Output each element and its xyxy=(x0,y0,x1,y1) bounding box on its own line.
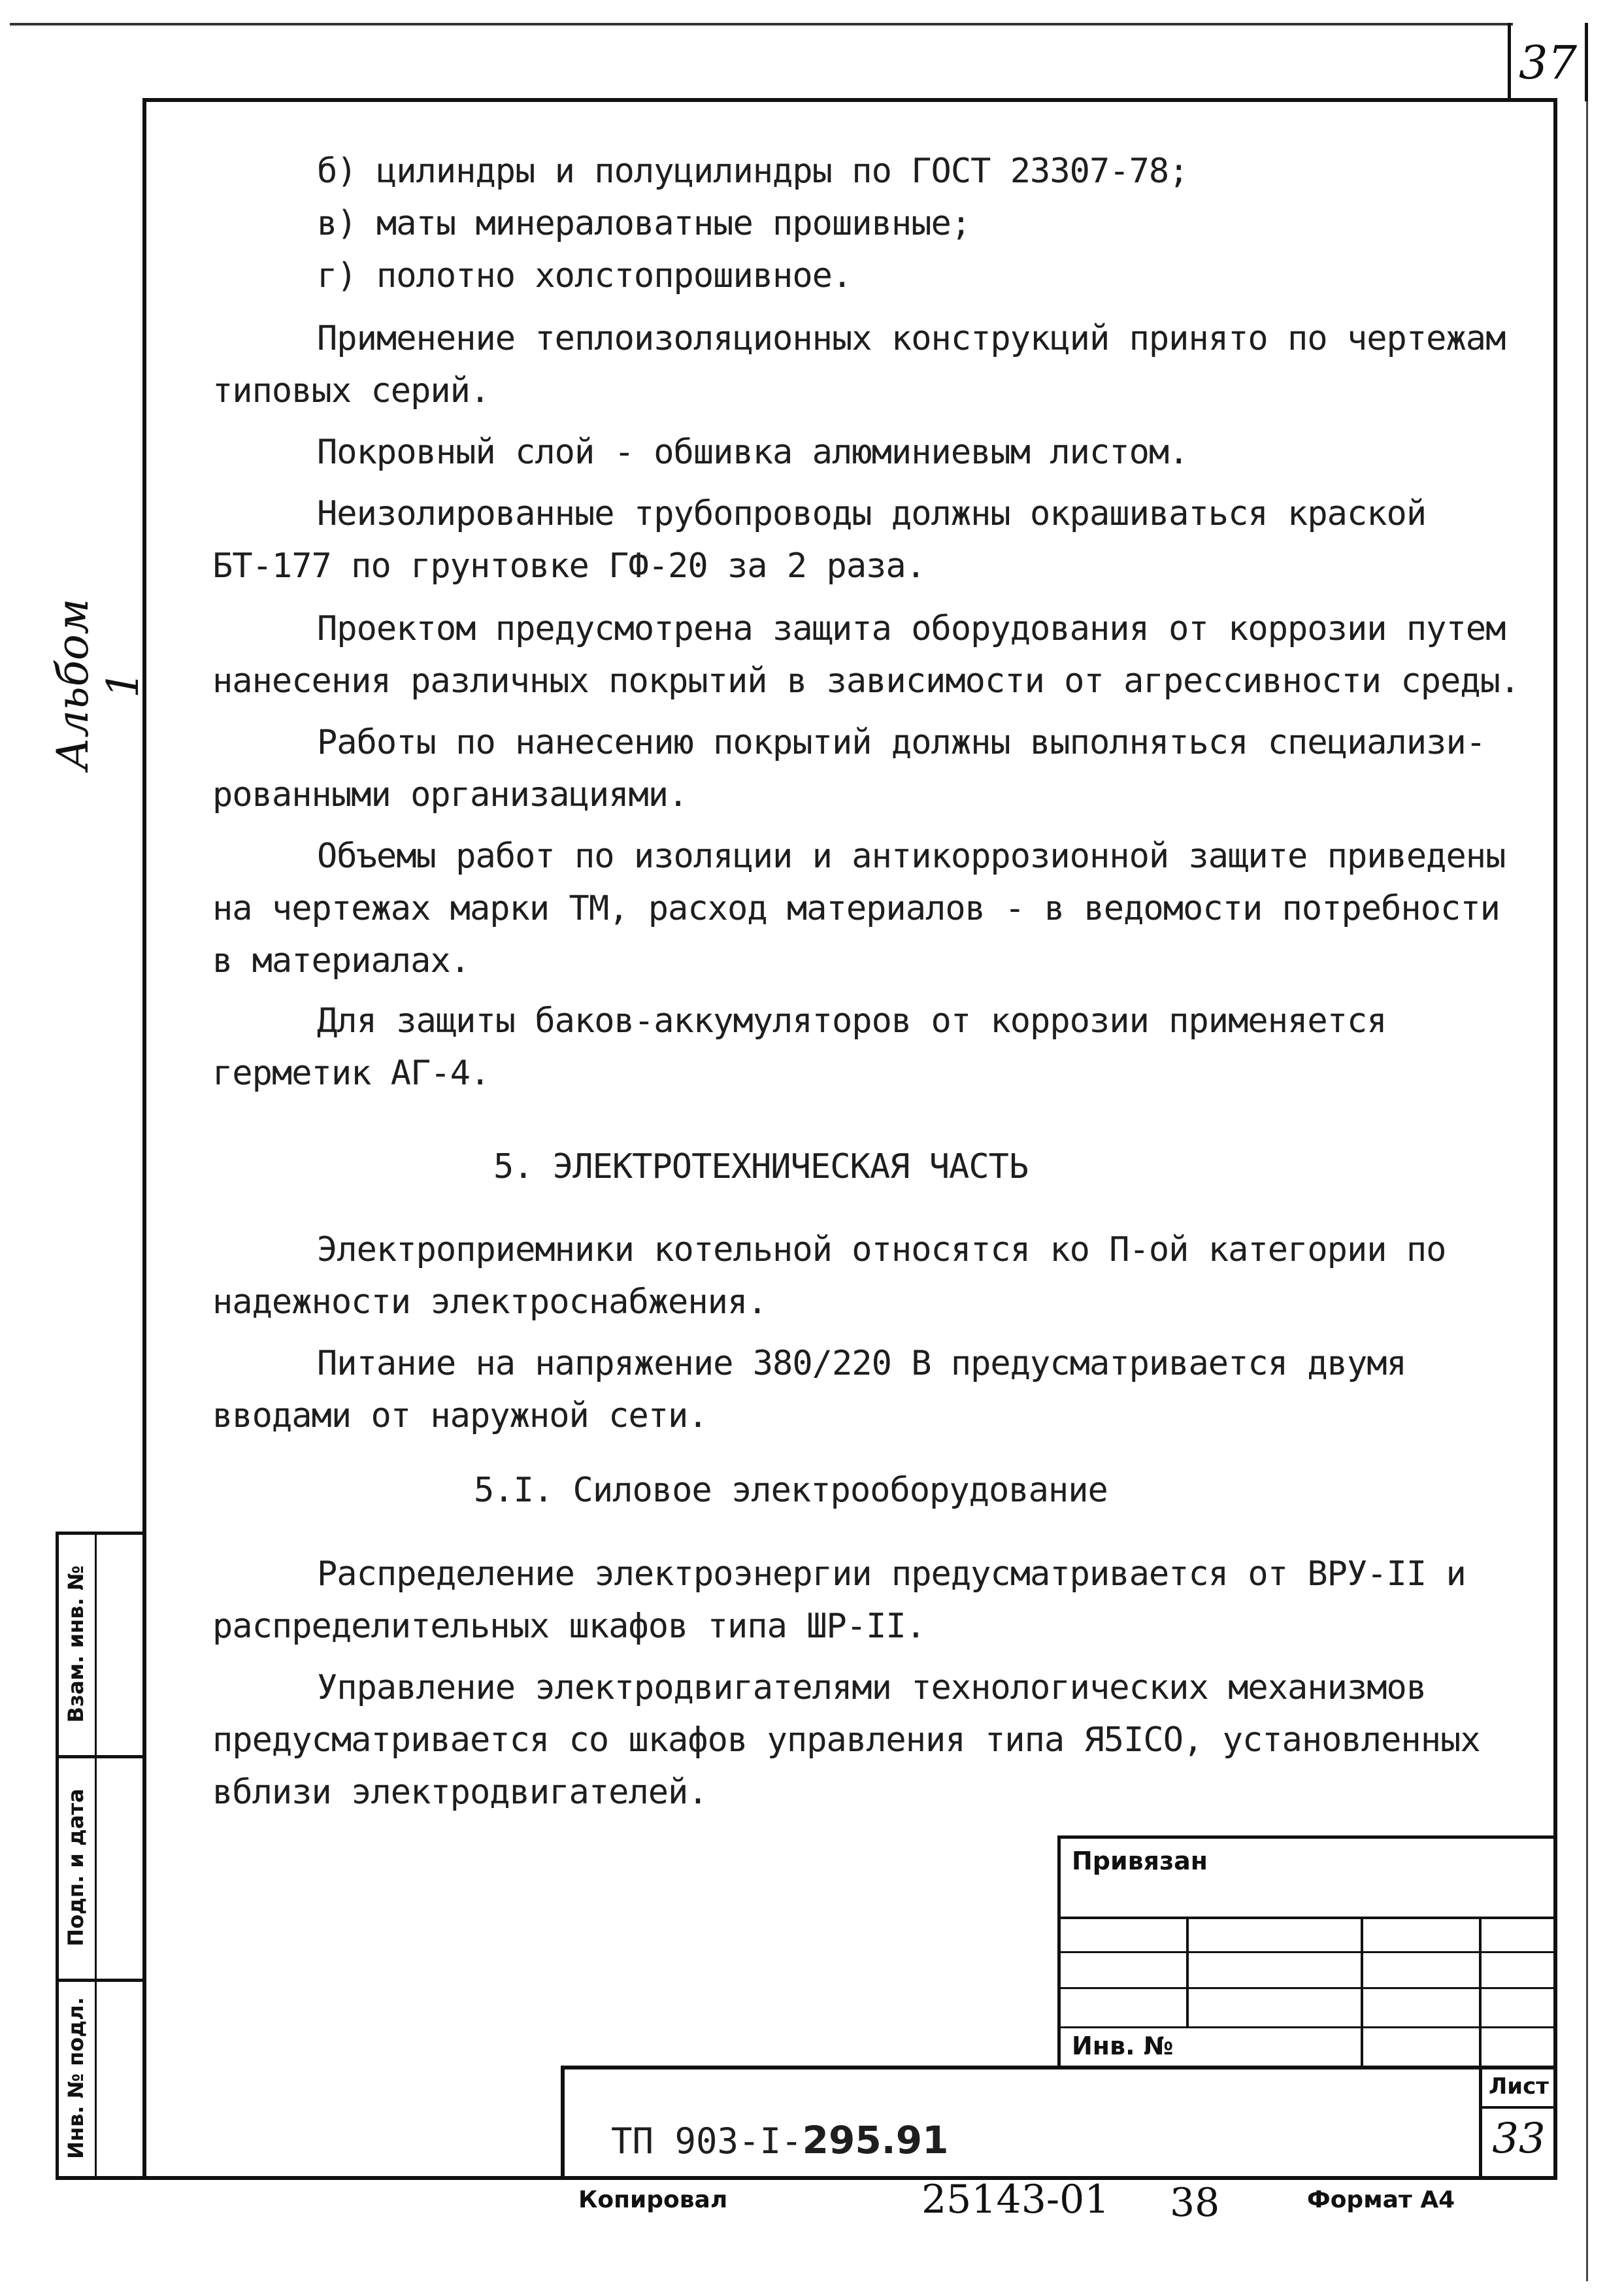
paragraph-line: Управление электродвигателями технологических механизмов xyxy=(317,1668,1427,1707)
tb-row3 xyxy=(1057,1987,1557,1989)
tb-main-top xyxy=(561,2066,1557,2069)
list-item-v: в) маты минераловатные прошивные; xyxy=(317,204,971,243)
paragraph-line: типовых серий. xyxy=(212,371,490,410)
paragraph-line: Для защиты баков-аккумуляторов от коррозии применяется xyxy=(317,1001,1387,1041)
paragraph-line: в материалах. xyxy=(212,941,470,980)
paragraph-line: предусматривается со шкафов управления типа Я5IСО, установленных xyxy=(212,1720,1480,1760)
doc-code-number: 295.91 xyxy=(802,2118,949,2162)
frame-bottom xyxy=(56,2176,1557,2180)
tb-list-div xyxy=(1479,2106,1557,2109)
paragraph-line: на чертежах марки ТМ, расход материалов - в ведомости потребности xyxy=(212,889,1500,928)
paragraph-line: Проектом предусмотрена защита оборудования от коррозии путем xyxy=(317,609,1506,648)
paragraph-line: нанесения различных покрытий в зависимости от агрессивности среды. xyxy=(212,662,1520,701)
list-item-g: г) полотно холстопрошивное. xyxy=(317,256,852,295)
tb-row4 xyxy=(1057,2026,1557,2028)
sheet-number: 33 xyxy=(1492,2115,1546,2163)
paragraph-line: Объемы работ по изоляции и антикоррозионной защите приведены xyxy=(317,837,1506,876)
paragraph-line: Работы по нанесению покрытий должны выполняться специализи- xyxy=(317,723,1486,762)
handwritten-archive-number: 25143-01 xyxy=(921,2177,1110,2222)
tb-col2 xyxy=(1361,1917,1363,2068)
tb-upper-top xyxy=(1057,1835,1557,1839)
paragraph-line: герметик АГ-4. xyxy=(212,1054,490,1093)
side-stamp-mid xyxy=(95,1532,97,2180)
frame-left xyxy=(142,98,146,2180)
side-label-inv-podl: Инв. № подл. xyxy=(63,1997,88,2159)
section-heading-5-1: 5.I. Силовое электрооборудование xyxy=(474,1471,1108,1510)
side-stamp-outer-left xyxy=(56,1532,59,2180)
frame-top-outer xyxy=(10,23,1513,25)
inv-no-label: Инв. № xyxy=(1072,2032,1174,2060)
section-heading-5: 5. ЭЛЕКТРОТЕХНИЧЕСКАЯ ЧАСТЬ xyxy=(493,1147,1029,1186)
tb-main-left xyxy=(561,2066,565,2180)
paragraph-line: Неизолированные трубопроводы должны окрашиваться краской xyxy=(317,494,1427,533)
paragraph-line: Распределение электроэнергии предусматривается от ВРУ-II и xyxy=(317,1554,1466,1594)
paragraph-line: Применение теплоизоляционных конструкций принято по чертежам xyxy=(317,319,1506,358)
tb-row1 xyxy=(1057,1917,1557,1919)
list-label: Лист xyxy=(1489,2073,1549,2100)
paragraph-line: вводами от наружной сети. xyxy=(212,1396,708,1435)
doc-code xyxy=(611,2118,948,2162)
tb-col3 xyxy=(1479,1917,1482,2068)
handwritten-page-number: 38 xyxy=(1170,2180,1220,2226)
page-box-right xyxy=(1585,23,1588,101)
format-label: Формат А4 xyxy=(1307,2186,1455,2213)
paragraph-line: надежности электроснабжения. xyxy=(212,1282,767,1322)
frame-top xyxy=(142,98,1557,102)
frame-right xyxy=(1553,98,1557,2180)
side-label-vzam-inv: Взам. инв. № xyxy=(63,1565,88,1723)
paragraph-line: БТ-177 по грунтовке ГФ-20 за 2 раза. xyxy=(212,546,926,586)
side-label-podp-data: Подп. и дата xyxy=(63,1788,88,1947)
page-number: 37 xyxy=(1518,36,1578,90)
paragraph-line: Покровный слой - обшивка алюминиевым листом. xyxy=(317,433,1189,472)
album-label: Альбом 1 xyxy=(48,598,148,771)
paragraph-line: вблизи электродвигателей. xyxy=(212,1773,708,1812)
paragraph-line: Электроприемники котельной относятся ко П-ой категории по xyxy=(317,1230,1446,1269)
privyazan-label: Привязан xyxy=(1072,1847,1208,1875)
paragraph-line: Питание на напряжение 380/220 В предусматривается двумя xyxy=(317,1344,1406,1383)
doc-code-prefix: ТП 903-I- xyxy=(611,2120,803,2162)
kopiroval-label: Копировал xyxy=(578,2186,728,2213)
paragraph-line: рованными организациями. xyxy=(212,775,688,814)
tb-col1 xyxy=(1186,1917,1189,2026)
list-item-b: б) цилиндры и полуцилиндры по ГОСТ 23307-78; xyxy=(317,152,1189,191)
paragraph-line: распределительных шкафов типа ШР-II. xyxy=(212,1607,926,1646)
tb-row2 xyxy=(1057,1951,1557,1953)
